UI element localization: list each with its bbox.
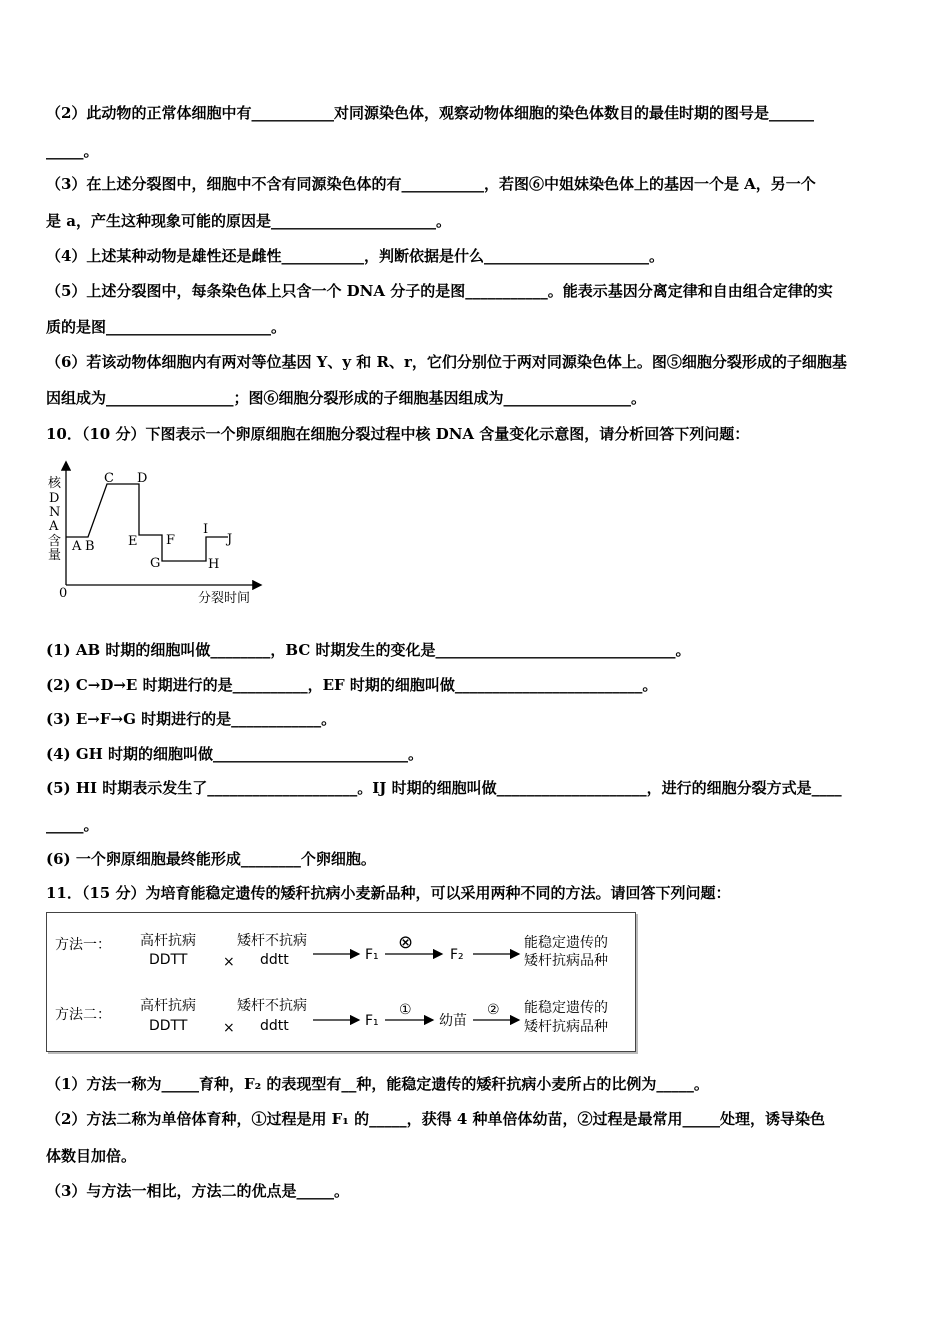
- q9-6-line1: （6）若该动物体细胞内有两对等位基因 Y、y 和 R、r，它们分别位于两对同源染色体上。图⑤细胞分裂形成的子细胞基: [46, 353, 847, 371]
- method1-parent1-genotype: DDTT: [149, 952, 188, 968]
- method1-f2: F₂: [450, 947, 464, 963]
- y-label-char: N: [49, 505, 61, 520]
- method1-selfing-symbol: ⊗: [398, 932, 414, 953]
- q9-2-line2: _____。: [46, 142, 99, 160]
- q10-2-line: (2) C→D→E 时期进行的是__________，EF 时期的细胞叫做_________________________。: [46, 676, 658, 694]
- origin-label: 0: [59, 586, 68, 601]
- method2-parent1-name: 高杆抗病: [140, 998, 196, 1014]
- q11-heading: 11．（15 分）为培育能稳定遗传的矮秆抗病小麦新品种，可以采用两种不同的方法。请回答下列问题：: [46, 884, 731, 902]
- q11-2-line1: （2）方法二称为单倍体育种，①过程是用 F₁ 的_____，获得 4 种单倍体幼苗，②过程是最常用_____处理，诱导染色: [46, 1110, 825, 1128]
- point-label-b: B: [85, 539, 95, 554]
- q9-3-line1: （3）在上述分裂图中，细胞中不含有同源染色体的有___________，若图⑥中姐妹染色体上的基因一个是 A，另一个: [46, 175, 816, 193]
- x-axis-label: 分裂时间: [198, 591, 251, 606]
- point-label-f: F: [166, 533, 176, 548]
- y-label-char: D: [49, 491, 60, 506]
- q10-5-line1: (5) HI 时期表示发生了____________________。IJ 时期的细胞叫做____________________，进行的细胞分裂方式是____: [46, 779, 842, 797]
- dna-content-chart: [40, 455, 270, 615]
- q10-5-line2: _____。: [46, 816, 99, 834]
- method2-parent1-genotype: DDTT: [149, 1018, 188, 1034]
- q10-heading: 10．（10 分）下图表示一个卵原细胞在细胞分裂过程中核 DNA 含量变化示意图，请分析回答下列问题：: [46, 425, 750, 443]
- method2-step1: ①: [399, 1002, 412, 1018]
- q9-3-line2: 是 a，产生这种现象可能的原因是______________________。: [46, 212, 451, 230]
- method1-f1: F₁: [365, 947, 379, 963]
- q9-5-line2: 质的是图______________________。: [46, 318, 287, 336]
- method2-f1: F₁: [365, 1013, 379, 1029]
- point-label-h: H: [208, 557, 220, 572]
- method1-label: 方法一：: [55, 937, 111, 953]
- method2-parent2-name: 矮杆不抗病: [237, 998, 307, 1014]
- q9-5-line1: （5）上述分裂图中，每条染色体上只含一个 DNA 分子的是图___________。能表示基因分离定律和自由组合定律的实: [46, 282, 833, 300]
- method2-parent2-genotype: ddtt: [260, 1018, 289, 1034]
- point-label-i: I: [203, 522, 209, 537]
- method2-step2: ②: [487, 1002, 500, 1018]
- method2-result-line1: 能稳定遗传的: [524, 1000, 608, 1016]
- q10-4-line: (4) GH 时期的细胞叫做__________________________。: [46, 745, 424, 763]
- method1-parent1-name: 高杆抗病: [140, 933, 196, 949]
- point-label-g: G: [150, 556, 161, 571]
- point-label-j: J: [227, 532, 233, 547]
- breeding-methods-diagram: [46, 912, 636, 1052]
- q9-2-line1: （2）此动物的正常体细胞中有___________对同源染色体，观察动物体细胞的染色体数目的最佳时期的图号是______: [46, 104, 814, 122]
- y-label-char: 量: [48, 548, 62, 563]
- point-label-e: E: [128, 534, 138, 549]
- q9-6-line2: 因组成为_________________；图⑥细胞分裂形成的子细胞基因组成为_________________。: [46, 389, 647, 407]
- method2-result-line2: 矮杆抗病品种: [524, 1019, 608, 1035]
- q9-4-line: （4）上述某种动物是雄性还是雌性___________，判断依据是什么______________________。: [46, 247, 664, 265]
- method1-result-line1: 能稳定遗传的: [524, 935, 608, 951]
- q10-3-line: (3) E→F→G 时期进行的是____________。: [46, 710, 337, 728]
- point-label-c: C: [104, 471, 114, 486]
- method1-cross-symbol: ×: [223, 954, 235, 970]
- q10-1-line: (1) AB 时期的细胞叫做________，BC 时期发生的变化是________________________________。: [46, 641, 691, 659]
- method1-parent2-genotype: ddtt: [260, 952, 289, 968]
- q10-6-line: (6) 一个卵原细胞最终能形成________个卵细胞。: [46, 850, 376, 868]
- method1-result-line2: 矮杆抗病品种: [524, 953, 608, 969]
- q11-3-line: （3）与方法一相比，方法二的优点是_____。: [46, 1182, 349, 1200]
- q11-2-line2: 体数目加倍。: [46, 1147, 137, 1165]
- y-label-char: 核: [48, 476, 62, 491]
- y-label-char: 含: [48, 534, 62, 549]
- method1-parent2-name: 矮杆不抗病: [237, 933, 307, 949]
- method2-seedling: 幼苗: [439, 1013, 467, 1029]
- method2-label: 方法二：: [55, 1007, 111, 1023]
- y-label-char: A: [49, 519, 59, 534]
- point-label-d: D: [137, 471, 148, 486]
- q11-1-line: （1）方法一称为_____育种，F₂ 的表现型有__种，能稳定遗传的矮秆抗病小麦所占的比例为_____。: [46, 1075, 709, 1093]
- method2-cross-symbol: ×: [223, 1020, 235, 1036]
- point-label-a: A: [72, 539, 82, 554]
